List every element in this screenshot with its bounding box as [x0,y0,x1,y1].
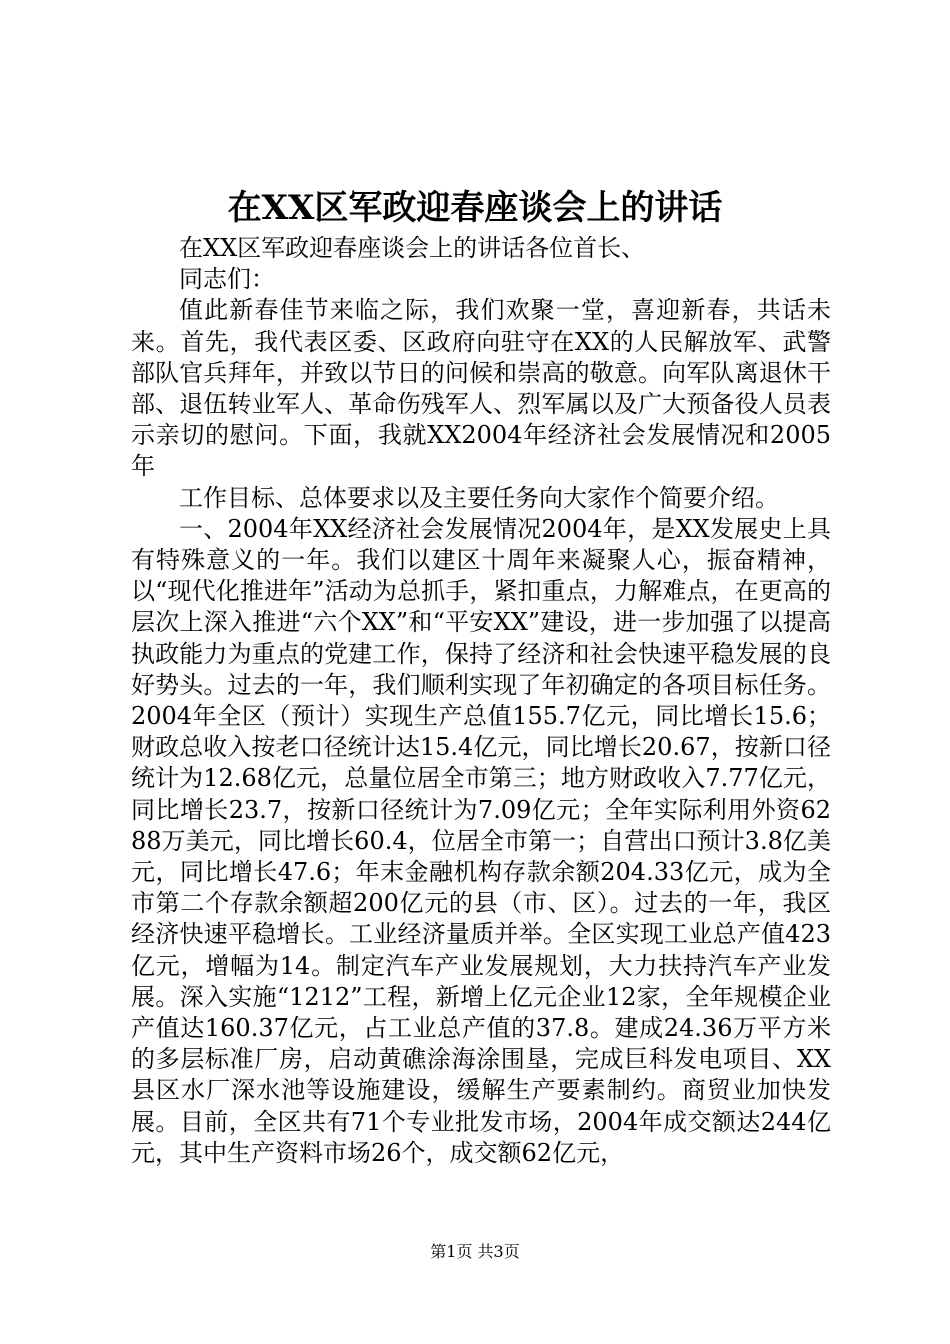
document-title: 在XX区军政迎春座谈会上的讲话 [227,188,723,228]
paragraph-greeting: 同志们： [179,265,275,294]
paragraph-intro-continued: 工作目标、总体要求以及主要任务向大家作个简要介绍。 [179,483,779,512]
paragraph-section-one: 一、2004年XX经济社会发展情况2004年，是XX发展史上具有特殊意义的一年。我们以建区十周年来凝聚人心，振奋精神，以“现代化推进年”活动为总抓手，紧扣重点，力解难点，在更高的层次上深入推进“六个XX”和“平安XX”建设，进一步加强了以提高执政能力为重点的党建工作，保持了经济和社会快速平稳发展的良好势头。过去的一年，我们顺利实现了年初确定的各项目标任务。2004年全区（预计）实现生产总值155.7亿元，同比增长15.6；财政总收入按老口径统计达15.4亿元，同比增长20.67，按新口径统计为12.68亿元，总量位居全市第三；地方财政收入7.77亿元，同比增长23.7，按新口径统计为7.09亿元；全年实际利用外资6288万美元，同比增长60.4，位居全市第一；自营出口预计3.8亿美元，同比增长47.6；年末金融机构存款余额204.33亿元，成为全市第二个存款余额超200亿元的县（市、区）。过去的一年，我区经济快速平稳增长。工业经济量质并举。全区实现工业总产值423亿元，增幅为14。制定汽车产业发展规划，大力扶持汽车产业发展。深入实施“1212”工程，新增上亿元企业12家，全年规模企业产值达160.37亿元，占工业总产值的37.8。建成24.36万平方米的多层标准厂房，启动黄礁涂海涂围垦，完成巨科发电项目、XX县区水厂深水池等设施建设，缓解生产要素制约。商贸业加快发展。目前，全区共有71个专业批发市场，2004年成交额达244亿元，其中生产资料市场26个，成交额62亿元， [131,514,831,1167]
document-body [131,233,831,1169]
page-footer: 第1页 共3页 [430,1242,520,1261]
paragraph-salutation: 在XX区军政迎春座谈会上的讲话各位首长、 [179,234,646,262]
paragraph-intro: 值此新春佳节来临之际，我们欢聚一堂，喜迎新春，共话未来。首先，我代表区委、区政府向驻守在XX的人民解放军、武警部队官兵拜年，并致以节日的问候和崇高的敬意。向军队离退休干部、退伍转业军人、革命伤残军人、烈军属以及广大预备役人员表示亲切的慰问。下面，我就XX2004年经济社会发展情况和2005年 [131,296,831,481]
